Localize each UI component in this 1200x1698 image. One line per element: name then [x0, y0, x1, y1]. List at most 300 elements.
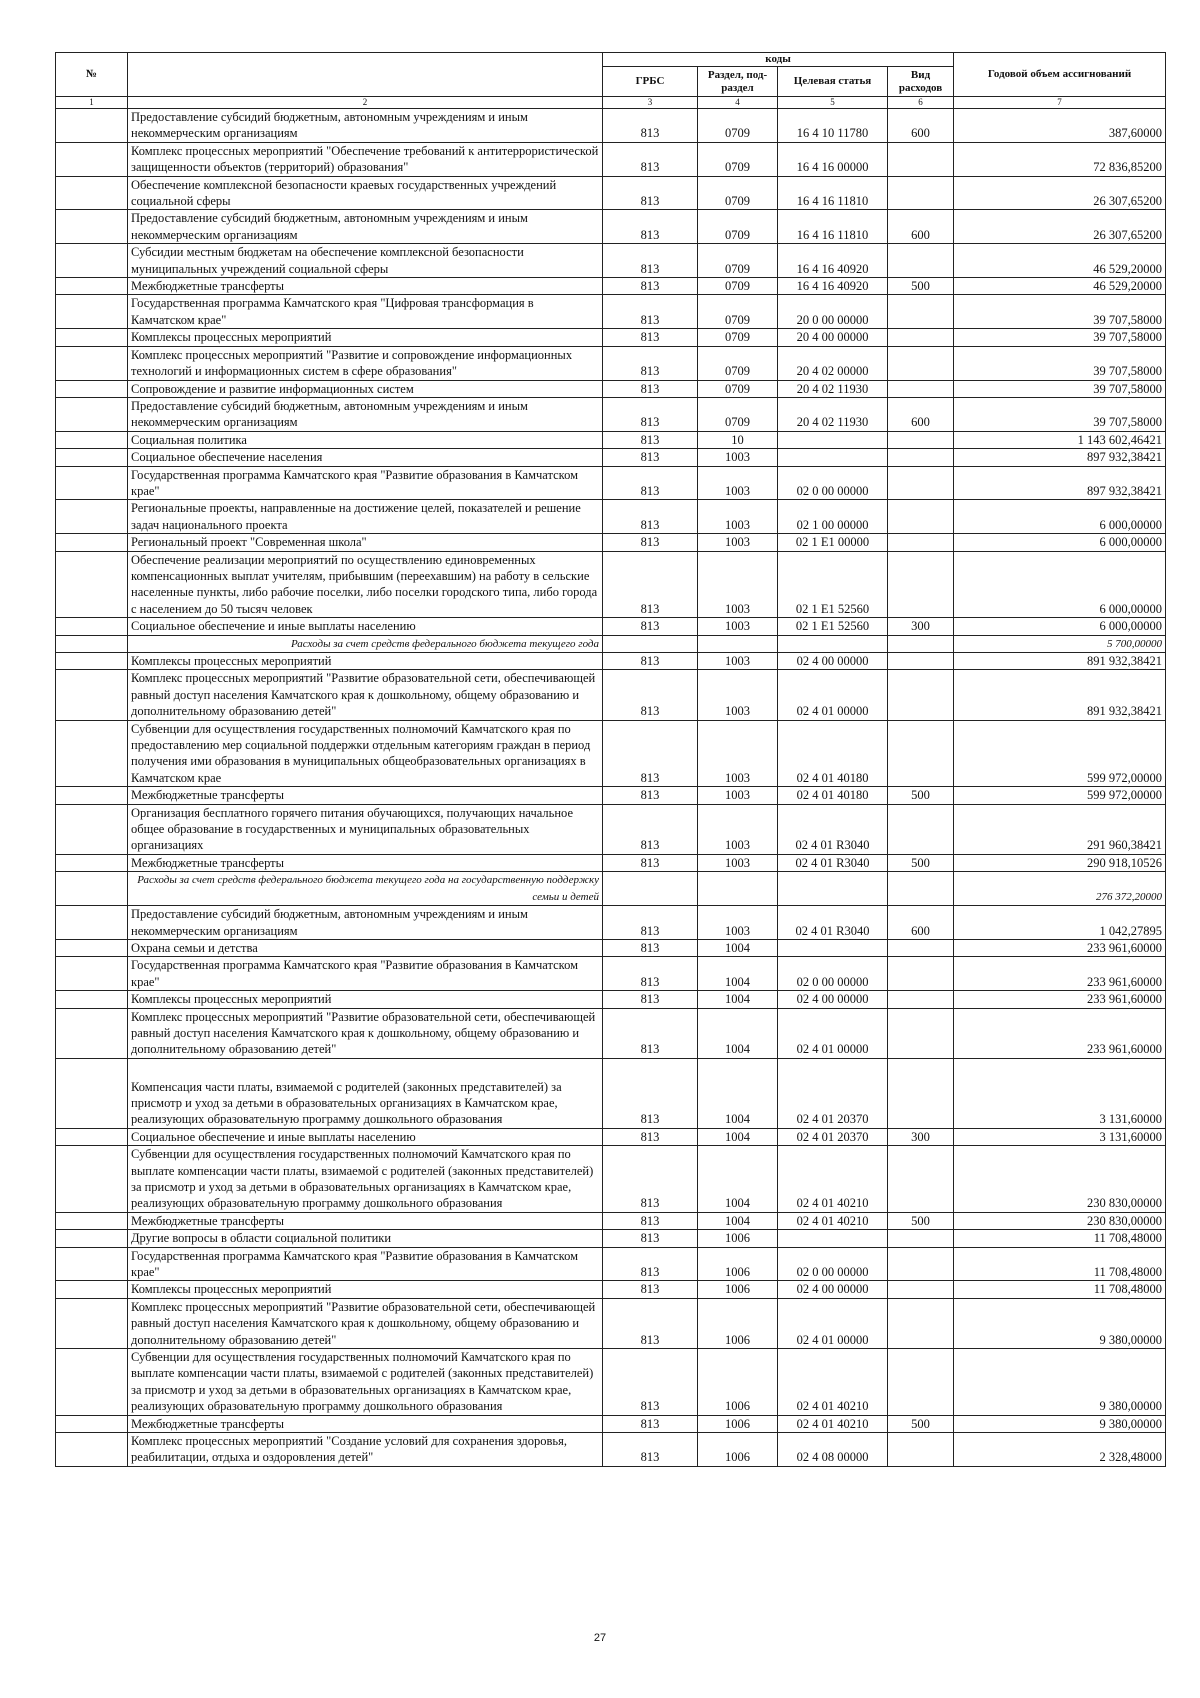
row-target-cell: 20 4 02 00000 [778, 346, 888, 380]
row-expense-type-cell [888, 534, 954, 551]
row-grbs-cell: 813 [603, 1128, 698, 1145]
row-target-cell [778, 872, 888, 906]
row-number-cell [56, 329, 128, 346]
row-grbs-cell: 813 [603, 397, 698, 431]
row-section-cell: 10 [698, 431, 778, 448]
row-grbs-cell: 813 [603, 534, 698, 551]
header-col-num: 3 [603, 97, 698, 109]
header-col-num: 5 [778, 97, 888, 109]
row-target-cell: 20 4 02 11930 [778, 397, 888, 431]
row-target-cell: 16 4 16 11810 [778, 210, 888, 244]
row-expense-type-cell [888, 1008, 954, 1058]
row-grbs-cell: 813 [603, 1281, 698, 1298]
table-row [56, 1281, 1166, 1298]
table-row [56, 1230, 1166, 1247]
row-name-cell: Социальное обеспечение и иные выплаты населению [128, 618, 603, 635]
row-section-cell: 0709 [698, 329, 778, 346]
row-name-cell: Организация бесплатного горячего питания обучающихся, получающих начальное общее образование в государственных и муниципальных образовательных организациях [128, 804, 603, 854]
table-row [56, 854, 1166, 871]
row-section-cell: 1004 [698, 957, 778, 991]
row-sum-cell: 39 707,58000 [954, 346, 1166, 380]
row-target-cell: 02 4 01 20370 [778, 1058, 888, 1128]
table-row [56, 142, 1166, 176]
header-expense-type: Вид расходов [888, 67, 954, 97]
row-grbs-cell: 813 [603, 1349, 698, 1416]
row-target-cell: 02 4 01 40210 [778, 1349, 888, 1416]
row-target-cell: 02 4 01 40210 [778, 1212, 888, 1229]
row-number-cell [56, 1247, 128, 1281]
row-target-cell [778, 431, 888, 448]
row-section-cell: 1003 [698, 534, 778, 551]
row-grbs-cell: 813 [603, 551, 698, 618]
row-name-cell: Межбюджетные трансферты [128, 854, 603, 871]
row-name-cell: Комплекс процессных мероприятий "Развитие образовательной сети, обеспечивающей равный доступ населения Камчатского края к дошкольному, общему образованию и дополнительному образованию детей" [128, 670, 603, 720]
row-number-cell [56, 1230, 128, 1247]
row-name-cell: Комплекс процессных мероприятий "Обеспечение требований к антитеррористической защищенности объектов (территорий) образования" [128, 142, 603, 176]
row-section-cell: 1003 [698, 787, 778, 804]
row-grbs-cell: 813 [603, 380, 698, 397]
table-row [56, 431, 1166, 448]
row-name-cell: Другие вопросы в области социальной политики [128, 1230, 603, 1247]
row-number-cell [56, 618, 128, 635]
row-grbs-cell: 813 [603, 653, 698, 670]
row-expense-type-cell: 600 [888, 397, 954, 431]
row-name-cell: Государственная программа Камчатского края "Цифровая трансформация в Камчатском крае" [128, 295, 603, 329]
row-number-cell [56, 1058, 128, 1128]
row-sum-cell: 6 000,00000 [954, 551, 1166, 618]
row-sum-cell: 46 529,20000 [954, 278, 1166, 295]
row-name-cell: Социальная политика [128, 431, 603, 448]
table-row [56, 1058, 1166, 1128]
row-sum-cell: 897 932,38421 [954, 449, 1166, 466]
table-body [56, 109, 1166, 1467]
row-expense-type-cell [888, 991, 954, 1008]
row-expense-type-cell [888, 1230, 954, 1247]
table-row [56, 295, 1166, 329]
row-section-cell [698, 635, 778, 652]
row-sum-cell: 233 961,60000 [954, 939, 1166, 956]
header-section: Раздел, под-раздел [698, 67, 778, 97]
row-number-cell [56, 991, 128, 1008]
row-grbs-cell: 813 [603, 210, 698, 244]
row-expense-type-cell: 300 [888, 618, 954, 635]
row-sum-cell: 599 972,00000 [954, 787, 1166, 804]
row-expense-type-cell [888, 1058, 954, 1128]
row-name-cell: Сопровождение и развитие информационных систем [128, 380, 603, 397]
row-grbs-cell: 813 [603, 1298, 698, 1348]
row-grbs-cell: 813 [603, 1415, 698, 1432]
row-name-cell: Государственная программа Камчатского края "Развитие образования в Камчатском крае" [128, 1247, 603, 1281]
row-number-cell [56, 1212, 128, 1229]
table-row [56, 449, 1166, 466]
row-expense-type-cell: 600 [888, 906, 954, 940]
row-target-cell: 02 4 01 40180 [778, 787, 888, 804]
row-number-cell [56, 906, 128, 940]
budget-table-page [55, 52, 1165, 1467]
row-grbs-cell: 813 [603, 466, 698, 500]
row-number-cell [56, 720, 128, 787]
row-target-cell: 20 4 02 11930 [778, 380, 888, 397]
row-grbs-cell: 813 [603, 787, 698, 804]
row-number-cell [56, 466, 128, 500]
row-target-cell: 02 0 00 00000 [778, 957, 888, 991]
row-section-cell: 1006 [698, 1230, 778, 1247]
row-section-cell: 0709 [698, 210, 778, 244]
row-target-cell: 02 4 00 00000 [778, 991, 888, 1008]
row-number-cell [56, 210, 128, 244]
row-sum-cell: 39 707,58000 [954, 397, 1166, 431]
row-section-cell: 1003 [698, 466, 778, 500]
row-expense-type-cell [888, 1247, 954, 1281]
row-target-cell [778, 939, 888, 956]
row-number-cell [56, 551, 128, 618]
row-expense-type-cell [888, 346, 954, 380]
row-target-cell: 02 1 E1 00000 [778, 534, 888, 551]
row-target-cell: 02 4 01 00000 [778, 1298, 888, 1348]
row-sum-cell: 891 932,38421 [954, 670, 1166, 720]
row-section-cell: 1003 [698, 653, 778, 670]
row-grbs-cell: 813 [603, 804, 698, 854]
row-expense-type-cell: 500 [888, 1212, 954, 1229]
table-row [56, 551, 1166, 618]
row-expense-type-cell: 600 [888, 210, 954, 244]
row-target-cell: 02 4 08 00000 [778, 1433, 888, 1467]
row-expense-type-cell [888, 1146, 954, 1213]
row-name-cell: Субвенции для осуществления государственных полномочий Камчатского края по выплате компенсации части платы, взимаемой с родителей (законных представителей) за присмотр и уход за детьми в образовательных организациях в Камчатском крае, реализующих образовательную программу дошкольного образования [128, 1146, 603, 1213]
budget-table [55, 52, 1166, 1467]
row-section-cell: 1006 [698, 1298, 778, 1348]
row-sum-cell: 9 380,00000 [954, 1298, 1166, 1348]
row-sum-cell: 11 708,48000 [954, 1281, 1166, 1298]
row-sum-cell: 387,60000 [954, 109, 1166, 143]
row-number-cell [56, 670, 128, 720]
row-name-cell: Субсидии местным бюджетам на обеспечение комплексной безопасности муниципальных учреждений социальной сферы [128, 244, 603, 278]
table-row [56, 1298, 1166, 1348]
row-expense-type-cell: 600 [888, 109, 954, 143]
row-section-cell [698, 872, 778, 906]
row-name-cell: Комплекс процессных мероприятий "Развитие образовательной сети, обеспечивающей равный доступ населения Камчатского края к дошкольному, общему образованию и дополнительному образованию детей" [128, 1008, 603, 1058]
row-section-cell: 1004 [698, 1128, 778, 1145]
row-section-cell: 1003 [698, 618, 778, 635]
table-row [56, 1146, 1166, 1213]
row-expense-type-cell [888, 466, 954, 500]
table-row [56, 109, 1166, 143]
row-sum-cell: 3 131,60000 [954, 1058, 1166, 1128]
row-name-cell: Региональные проекты, направленные на достижение целей, показателей и решение задач национального проекта [128, 500, 603, 534]
row-target-cell: 02 4 01 40210 [778, 1415, 888, 1432]
row-name-cell: Комплекс процессных мероприятий "Развитие и сопровождение информационных технологий и информационных систем в сфере образования" [128, 346, 603, 380]
row-number-cell [56, 176, 128, 210]
row-grbs-cell: 813 [603, 1058, 698, 1128]
row-sum-cell: 230 830,00000 [954, 1146, 1166, 1213]
row-name-cell: Обеспечение реализации мероприятий по осуществлению единовременных компенсационных выплат учителям, прибывшим (переехавшим) на работу в сельские населенные пункты, либо рабочие поселки, либо поселки городского типа, либо города с населением до 50 тысяч человек [128, 551, 603, 618]
row-expense-type-cell [888, 500, 954, 534]
row-expense-type-cell: 500 [888, 1415, 954, 1432]
row-number-cell [56, 872, 128, 906]
header-col-num: 1 [56, 97, 128, 109]
row-section-cell: 1006 [698, 1281, 778, 1298]
table-row [56, 210, 1166, 244]
row-grbs-cell: 813 [603, 449, 698, 466]
row-number-cell [56, 1128, 128, 1145]
row-expense-type-cell [888, 329, 954, 346]
row-number-cell [56, 534, 128, 551]
table-row [56, 653, 1166, 670]
row-name-cell: Социальное обеспечение населения [128, 449, 603, 466]
row-target-cell: 20 0 00 00000 [778, 295, 888, 329]
row-sum-cell: 26 307,65200 [954, 176, 1166, 210]
row-section-cell: 0709 [698, 142, 778, 176]
row-name-cell: Предоставление субсидий бюджетным, автономным учреждениям и иным некоммерческим организациям [128, 109, 603, 143]
header-annual: Годовой объем ассигнований [954, 53, 1166, 97]
federal-note-row [56, 872, 1166, 906]
row-number-cell [56, 854, 128, 871]
table-row [56, 534, 1166, 551]
row-target-cell: 16 4 16 00000 [778, 142, 888, 176]
row-expense-type-cell [888, 635, 954, 652]
table-row [56, 957, 1166, 991]
row-section-cell: 0709 [698, 244, 778, 278]
row-sum-cell: 9 380,00000 [954, 1415, 1166, 1432]
header-col-num: 7 [954, 97, 1166, 109]
row-grbs-cell: 813 [603, 991, 698, 1008]
row-sum-cell: 2 328,48000 [954, 1433, 1166, 1467]
row-grbs-cell: 813 [603, 176, 698, 210]
row-expense-type-cell [888, 380, 954, 397]
row-target-cell: 02 0 00 00000 [778, 1247, 888, 1281]
row-sum-cell: 5 700,00000 [954, 635, 1166, 652]
row-grbs-cell: 813 [603, 244, 698, 278]
row-target-cell: 16 4 16 40920 [778, 278, 888, 295]
row-expense-type-cell [888, 957, 954, 991]
row-section-cell: 1004 [698, 1212, 778, 1229]
row-target-cell: 02 1 E1 52560 [778, 618, 888, 635]
row-expense-type-cell [888, 142, 954, 176]
row-grbs-cell: 813 [603, 939, 698, 956]
row-number-cell [56, 142, 128, 176]
row-target-cell: 02 1 E1 52560 [778, 551, 888, 618]
row-section-cell: 1003 [698, 449, 778, 466]
row-name-cell: Межбюджетные трансферты [128, 278, 603, 295]
row-sum-cell: 39 707,58000 [954, 295, 1166, 329]
header-number: № [56, 53, 128, 97]
row-grbs-cell [603, 635, 698, 652]
row-grbs-cell: 813 [603, 1230, 698, 1247]
row-grbs-cell: 813 [603, 346, 698, 380]
row-number-cell [56, 346, 128, 380]
row-expense-type-cell [888, 872, 954, 906]
row-name-cell: Государственная программа Камчатского края "Развитие образования в Камчатском крае" [128, 957, 603, 991]
row-name-cell: Государственная программа Камчатского края "Развитие образования в Камчатском крае" [128, 466, 603, 500]
row-number-cell [56, 397, 128, 431]
table-row [56, 1008, 1166, 1058]
row-name-cell: Комплексы процессных мероприятий [128, 329, 603, 346]
row-section-cell: 0709 [698, 397, 778, 431]
row-grbs-cell: 813 [603, 500, 698, 534]
row-expense-type-cell [888, 1298, 954, 1348]
header-codes: коды [603, 53, 954, 67]
header-col-num: 4 [698, 97, 778, 109]
row-number-cell [56, 1433, 128, 1467]
row-grbs-cell: 813 [603, 1247, 698, 1281]
row-sum-cell: 11 708,48000 [954, 1230, 1166, 1247]
row-section-cell: 1003 [698, 500, 778, 534]
row-name-cell: Региональный проект "Современная школа" [128, 534, 603, 551]
row-section-cell: 0709 [698, 346, 778, 380]
row-expense-type-cell [888, 244, 954, 278]
row-number-cell [56, 1146, 128, 1213]
row-target-cell: 02 4 01 00000 [778, 1008, 888, 1058]
table-row [56, 329, 1166, 346]
row-grbs-cell: 813 [603, 1008, 698, 1058]
row-sum-cell: 39 707,58000 [954, 380, 1166, 397]
row-grbs-cell: 813 [603, 278, 698, 295]
table-row [56, 939, 1166, 956]
row-grbs-cell: 813 [603, 142, 698, 176]
row-number-cell [56, 957, 128, 991]
table-row [56, 804, 1166, 854]
row-sum-cell: 9 380,00000 [954, 1349, 1166, 1416]
row-section-cell: 0709 [698, 278, 778, 295]
table-row [56, 618, 1166, 635]
row-section-cell: 0709 [698, 176, 778, 210]
row-number-cell [56, 1415, 128, 1432]
table-row [56, 1349, 1166, 1416]
row-sum-cell: 233 961,60000 [954, 991, 1166, 1008]
row-section-cell: 1003 [698, 720, 778, 787]
row-name-cell: Расходы за счет средств федерального бюджета текущего года на государственную поддержку семьи и детей [128, 872, 603, 906]
row-sum-cell: 39 707,58000 [954, 329, 1166, 346]
header-grbs: ГРБС [603, 67, 698, 97]
row-sum-cell: 276 372,20000 [954, 872, 1166, 906]
row-sum-cell: 897 932,38421 [954, 466, 1166, 500]
row-grbs-cell [603, 872, 698, 906]
row-target-cell: 02 4 01 00000 [778, 670, 888, 720]
row-name-cell: Межбюджетные трансферты [128, 787, 603, 804]
row-target-cell: 16 4 10 11780 [778, 109, 888, 143]
row-expense-type-cell [888, 720, 954, 787]
row-sum-cell: 6 000,00000 [954, 534, 1166, 551]
row-expense-type-cell: 500 [888, 854, 954, 871]
row-target-cell: 16 4 16 40920 [778, 244, 888, 278]
table-row [56, 906, 1166, 940]
row-number-cell [56, 380, 128, 397]
row-target-cell [778, 635, 888, 652]
row-name-cell: Межбюджетные трансферты [128, 1212, 603, 1229]
row-number-cell [56, 109, 128, 143]
row-section-cell: 1006 [698, 1349, 778, 1416]
row-number-cell [56, 804, 128, 854]
table-row [56, 1128, 1166, 1145]
row-grbs-cell: 813 [603, 670, 698, 720]
row-name-cell: Социальное обеспечение и иные выплаты населению [128, 1128, 603, 1145]
row-section-cell: 1006 [698, 1247, 778, 1281]
row-expense-type-cell [888, 431, 954, 448]
row-sum-cell: 230 830,00000 [954, 1212, 1166, 1229]
row-section-cell: 0709 [698, 295, 778, 329]
row-section-cell: 1004 [698, 991, 778, 1008]
row-sum-cell: 46 529,20000 [954, 244, 1166, 278]
row-name-cell: Расходы за счет средств федерального бюджета текущего года [128, 635, 603, 652]
row-number-cell [56, 1008, 128, 1058]
row-expense-type-cell [888, 449, 954, 466]
row-name-cell: Предоставление субсидий бюджетным, автономным учреждениям и иным некоммерческим организациям [128, 397, 603, 431]
row-target-cell: 02 4 01 40180 [778, 720, 888, 787]
row-section-cell: 1003 [698, 551, 778, 618]
header-target: Целевая статья [778, 67, 888, 97]
row-sum-cell: 6 000,00000 [954, 618, 1166, 635]
row-number-cell [56, 1281, 128, 1298]
row-grbs-cell: 813 [603, 1433, 698, 1467]
row-section-cell: 0709 [698, 109, 778, 143]
row-name-cell: Комплекс процессных мероприятий "Создание условий для сохранения здоровья, реабилитации, отдыха и оздоровления детей" [128, 1433, 603, 1467]
page-number: 27 [593, 1632, 607, 1644]
row-grbs-cell: 813 [603, 1146, 698, 1213]
row-section-cell: 1003 [698, 854, 778, 871]
row-section-cell: 1004 [698, 1008, 778, 1058]
row-name-cell: Комплексы процессных мероприятий [128, 991, 603, 1008]
row-target-cell: 02 1 00 00000 [778, 500, 888, 534]
row-number-cell [56, 653, 128, 670]
row-section-cell: 1003 [698, 906, 778, 940]
row-target-cell: 02 4 01 20370 [778, 1128, 888, 1145]
row-grbs-cell: 813 [603, 618, 698, 635]
row-target-cell: 02 4 01 40210 [778, 1146, 888, 1213]
row-number-cell [56, 1349, 128, 1416]
row-expense-type-cell [888, 1281, 954, 1298]
row-expense-type-cell [888, 176, 954, 210]
table-row [56, 346, 1166, 380]
row-sum-cell: 233 961,60000 [954, 957, 1166, 991]
table-row [56, 1212, 1166, 1229]
row-target-cell [778, 1230, 888, 1247]
table-row [56, 720, 1166, 787]
row-number-cell [56, 939, 128, 956]
table-row [56, 1433, 1166, 1467]
row-target-cell: 02 4 01 R3040 [778, 854, 888, 871]
row-sum-cell: 72 836,85200 [954, 142, 1166, 176]
row-target-cell: 02 4 00 00000 [778, 1281, 888, 1298]
row-name-cell: Компенсация части платы, взимаемой с родителей (законных представителей) за присмотр и уход за детьми в образовательных организациях в Камчатском крае, реализующих образовательную программу дошкольного образования [128, 1058, 603, 1128]
row-grbs-cell: 813 [603, 295, 698, 329]
table-row [56, 1415, 1166, 1432]
row-sum-cell: 233 961,60000 [954, 1008, 1166, 1058]
row-target-cell: 16 4 16 11810 [778, 176, 888, 210]
row-target-cell: 02 4 01 R3040 [778, 804, 888, 854]
row-expense-type-cell [888, 804, 954, 854]
table-row [56, 380, 1166, 397]
row-name-cell: Охрана семьи и детства [128, 939, 603, 956]
row-section-cell: 1006 [698, 1433, 778, 1467]
row-number-cell [56, 431, 128, 448]
row-expense-type-cell [888, 1349, 954, 1416]
row-grbs-cell: 813 [603, 720, 698, 787]
row-sum-cell: 290 918,10526 [954, 854, 1166, 871]
row-number-cell [56, 635, 128, 652]
row-sum-cell: 599 972,00000 [954, 720, 1166, 787]
row-sum-cell: 291 960,38421 [954, 804, 1166, 854]
row-target-cell: 02 4 01 R3040 [778, 906, 888, 940]
row-sum-cell: 11 708,48000 [954, 1247, 1166, 1281]
table-row [56, 500, 1166, 534]
row-number-cell [56, 449, 128, 466]
table-row [56, 787, 1166, 804]
row-grbs-cell: 813 [603, 431, 698, 448]
row-expense-type-cell: 300 [888, 1128, 954, 1145]
row-name-cell: Предоставление субсидий бюджетным, автономным учреждениям и иным некоммерческим организациям [128, 210, 603, 244]
row-grbs-cell: 813 [603, 906, 698, 940]
table-row [56, 1247, 1166, 1281]
